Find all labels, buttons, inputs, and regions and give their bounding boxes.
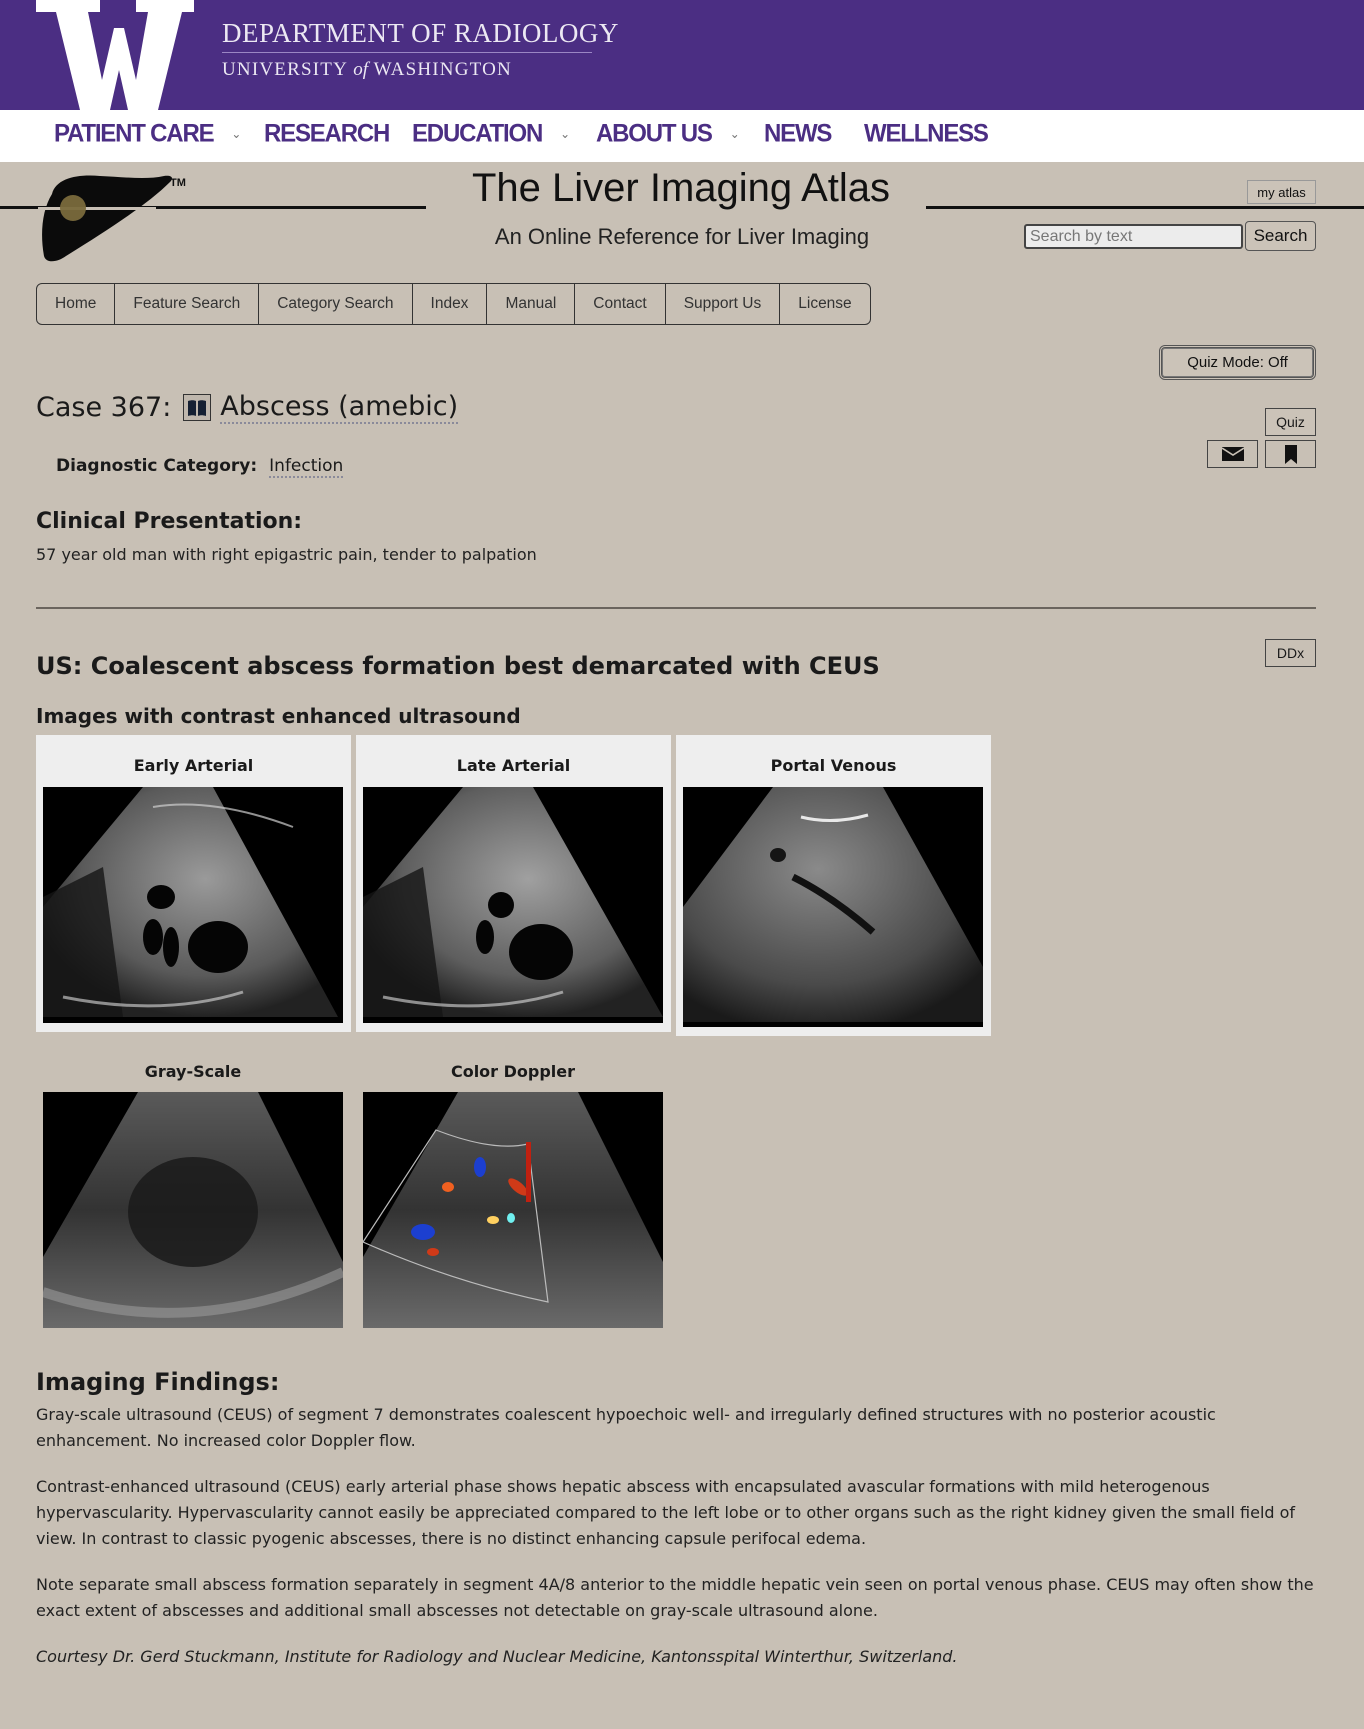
findings-paragraph: Contrast-enhanced ultrasound (CEUS) early arterial phase shows hepatic abscess with encapsulated avascular formations with mild heterogenous hypervascularity. Hypervascularity cannot easily be appreciated compared to the left lobe or to other organs such as the right kidney given the small field of view. In contrast to classic pyogenic abscesses, there is no distinct enhancing capsule perifocal edema.	[36, 1477, 1296, 1548]
envelope-icon	[1222, 447, 1244, 461]
image-panel-late-arterial	[356, 735, 671, 1032]
case-title	[36, 392, 458, 424]
email-button[interactable]	[1207, 440, 1258, 468]
diagnostic-category-link[interactable]: Infection	[269, 456, 344, 476]
of-word: of	[353, 59, 369, 80]
site-subtitle: An Online Reference for Liver Imaging	[494, 224, 870, 249]
nav-label: RESEARCH	[264, 119, 390, 148]
clinical-text: 57 year old man with right epigastric pain, tender to palpation	[36, 545, 537, 564]
courtesy-credit: Courtesy Dr. Gerd Stuckmann, Institute for Radiology and Nuclear Medicine, Kantonsspital Winterthur, Switzerland.	[36, 1647, 958, 1666]
chevron-down-icon[interactable]: ⌄	[729, 126, 740, 142]
tab-manual[interactable]: Manual	[487, 284, 575, 324]
book-icon[interactable]	[183, 394, 211, 421]
nav-about-us[interactable]	[596, 119, 740, 148]
findings-body	[36, 1402, 1326, 1690]
tab-home[interactable]: Home	[37, 284, 115, 324]
chevron-down-icon[interactable]: ⌄	[560, 126, 571, 142]
image-caption: Early Arterial	[133, 756, 254, 775]
department-name: DEPARTMENT OF RADIOLOGY	[222, 18, 619, 48]
site-title: The Liver Imaging Atlas	[472, 166, 890, 210]
tab-license[interactable]: License	[798, 295, 852, 312]
chevron-down-icon[interactable]: ⌄	[231, 126, 242, 142]
ultrasound-image-early-arterial[interactable]	[43, 787, 343, 1023]
tab-support-us[interactable]: Support Us	[666, 284, 781, 324]
image-caption: Gray-Scale	[144, 1062, 242, 1081]
university-word: UNIVERSITY	[222, 59, 348, 80]
image-caption: Late Arterial	[456, 756, 571, 775]
ddx-button[interactable]: DDx	[1265, 639, 1316, 667]
diagnostic-category-label: Diagnostic Category:	[56, 456, 258, 476]
my-atlas-button[interactable]: my atlas	[1247, 180, 1316, 204]
nav-patient-care[interactable]	[54, 119, 241, 148]
section-divider	[36, 607, 1316, 609]
bookmark-icon	[1285, 445, 1297, 464]
tab-feature-search[interactable]: Feature Search	[115, 284, 259, 324]
trademark: TM	[170, 177, 186, 189]
case-diagnosis-link[interactable]: Abscess (amebic)	[220, 391, 459, 422]
nav-label: PATIENT CARE	[54, 119, 214, 148]
ultrasound-image-color-doppler[interactable]	[363, 1092, 663, 1328]
ceus-heading: Images with contrast enhanced ultrasound	[36, 704, 521, 728]
search-button[interactable]: Search	[1245, 221, 1316, 251]
quiz-mode-toggle[interactable]: Quiz Mode: Off	[1159, 345, 1316, 380]
university-name	[222, 59, 512, 81]
findings-paragraph: Note separate small abscess formation separately in segment 4A/8 anterior to the middle hepatic vein seen on portal venous phase. CEUS may often show the exact extent of abscesses and additional small abscesses not detectable on gray-scale ultrasound alone.	[36, 1575, 1314, 1620]
nav-label: EDUCATION	[412, 119, 543, 148]
site-tabs	[36, 283, 871, 325]
nav-label: ABOUT US	[596, 119, 712, 148]
image-panel-portal-venous	[676, 735, 991, 1036]
header-divider	[222, 52, 592, 53]
image-panel-early-arterial	[36, 735, 351, 1032]
ultrasound-image-gray-scale[interactable]	[43, 1092, 343, 1328]
uw-header	[0, 0, 1364, 110]
findings-heading: Imaging Findings:	[36, 1368, 280, 1396]
us-section-heading: US: Coalescent abscess formation best demarcated with CEUS	[36, 652, 880, 680]
nav-label: NEWS	[764, 119, 832, 148]
tab-contact[interactable]: Contact	[575, 284, 665, 324]
uw-w-logo[interactable]	[36, 0, 194, 110]
search-input[interactable]	[1024, 224, 1243, 249]
nav-education[interactable]	[412, 119, 570, 148]
quiz-button[interactable]: Quiz	[1265, 408, 1316, 436]
nav-research[interactable]	[264, 119, 389, 148]
nav-news[interactable]	[764, 119, 831, 148]
tab-index[interactable]: Index	[413, 284, 488, 324]
clinical-heading: Clinical Presentation:	[36, 509, 303, 534]
bookmark-button[interactable]	[1265, 440, 1316, 468]
uw-main-nav	[0, 110, 1364, 162]
ultrasound-image-late-arterial[interactable]	[363, 787, 663, 1023]
findings-paragraph: Gray-scale ultrasound (CEUS) of segment 7 demonstrates coalescent hypoechoic well- and irregularly defined structures with no posterior acoustic enhancement. No increased color Doppler flow.	[36, 1405, 1216, 1450]
ultrasound-image-portal-venous[interactable]	[683, 787, 983, 1027]
image-caption: Portal Venous	[770, 756, 897, 775]
nav-label: WELLNESS	[864, 119, 988, 148]
image-caption: Color Doppler	[450, 1062, 576, 1081]
washington-word: WASHINGTON	[373, 59, 512, 80]
diagnostic-category	[56, 456, 343, 478]
nav-wellness[interactable]	[864, 119, 988, 148]
case-number: Case 367:	[36, 392, 172, 424]
tab-category-search[interactable]: Category Search	[259, 284, 412, 324]
